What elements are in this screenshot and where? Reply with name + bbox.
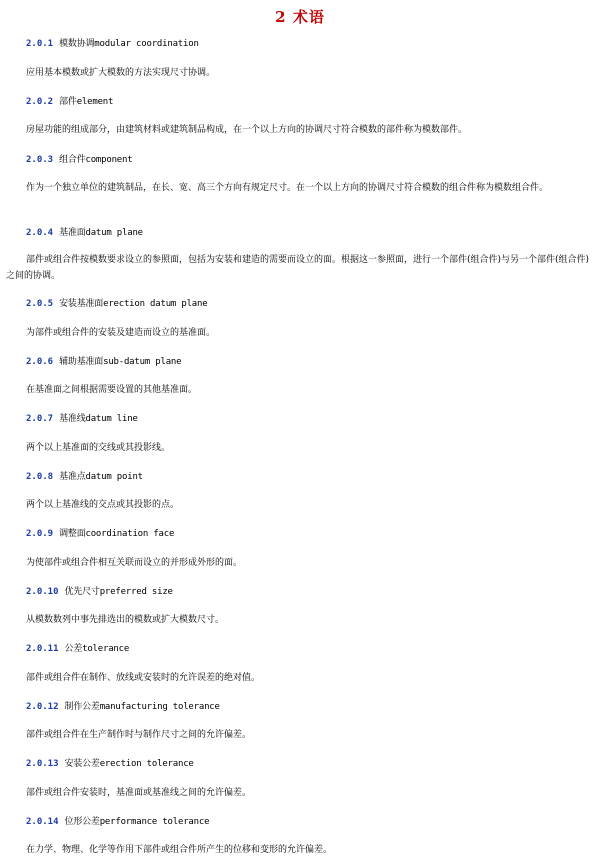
term-name: 部件element (59, 97, 114, 107)
term-definition: 在基准面之间根据需要设置的其他基准面。 (26, 385, 198, 395)
term-definition: 从模数数列中事先排选出的模数或扩大模数尺寸。 (26, 615, 225, 625)
term-name: 制作公差manufacturing tolerance (64, 702, 220, 712)
term-definition: 部件或组合件安装时，基准面或基准线之间的允许偏差。 (26, 788, 252, 798)
term-number: 2.0.2 (26, 97, 54, 107)
term-heading (26, 154, 132, 166)
term-name: 基准点datum point (59, 472, 143, 482)
term-name: 公差tolerance (64, 644, 130, 654)
term-number: 2.0.8 (26, 472, 54, 482)
term-name: 安装基准面erection datum plane (59, 299, 208, 309)
term-number: 2.0.3 (26, 155, 54, 165)
term-definition: 部件或组合件在生产制作时与制作尺寸之间的允许偏差。 (26, 730, 252, 740)
term-heading (26, 701, 220, 713)
term-heading (26, 758, 194, 770)
term-name: 组合件component (59, 155, 133, 165)
term-name: 基准线datum line (59, 414, 138, 424)
term-definition: 作为一个独立单位的建筑制品，在长、宽、高三个方向有规定尺寸。在一个以上方向的协调尺寸符合模数的组合件称为模数组合件。 (26, 183, 549, 193)
term-name: 基准面datum plane (59, 228, 143, 238)
term-heading (26, 356, 181, 368)
term-name: 辅助基准面sub-datum plane (59, 357, 182, 367)
term-heading (26, 298, 207, 310)
term-number: 2.0.10 (26, 587, 59, 597)
term-name: 优先尺寸preferred size (64, 587, 173, 597)
term-heading (26, 643, 129, 655)
term-number: 2.0.6 (26, 357, 54, 367)
term-heading (26, 586, 173, 598)
term-name: 安装公差erection tolerance (64, 759, 194, 769)
term-definition: 应用基本模数或扩大模数的方法实现尺寸协调。 (26, 68, 216, 78)
term-number: 2.0.11 (26, 644, 59, 654)
term-definition: 部件或组合件在制作、放线或安装时的允许误差的绝对值。 (26, 673, 261, 683)
term-number: 2.0.4 (26, 228, 54, 238)
term-heading (26, 227, 143, 239)
term-heading (26, 413, 138, 425)
term-definition: 在力学、物理、化学等作用下部件或组合件所产生的位移和变形的允许偏差。 (26, 845, 333, 855)
term-number: 2.0.13 (26, 759, 59, 769)
term-number: 2.0.1 (26, 39, 54, 49)
term-number: 2.0.9 (26, 529, 54, 539)
term-name: 模数协调modular coordination (59, 39, 199, 49)
term-heading (26, 38, 199, 50)
term-heading (26, 96, 113, 108)
term-heading (26, 528, 174, 540)
term-definition: 房屋功能的组成部分，由建筑材料或建筑制品构成，在一个以上方向的协调尺寸符合模数的部件称为模数部件。 (26, 125, 468, 135)
section-title: 2 术语 (275, 8, 325, 26)
term-definition: 为使部件或组合件相互关联而设立的并形成外形的面。 (26, 558, 243, 568)
term-name: 位形公差performance tolerance (64, 817, 210, 827)
term-definition: 部件或组合件按模数要求设立的参照面，包括为安装和建造的需要而设立的面。根据这一参照面，进行一个部件(组合件)与另一个部件(组合件)之间的协调。 (6, 255, 590, 281)
term-definition: 两个以上基准线的交点或其投影的点。 (26, 500, 180, 510)
term-name: 调整面coordination face (59, 529, 175, 539)
term-definition: 两个以上基准面的交线或其投影线。 (26, 443, 171, 453)
term-number: 2.0.7 (26, 414, 54, 424)
term-heading (26, 816, 209, 828)
term-definition: 为部件或组合件的安装及建造而设立的基准面。 (26, 328, 216, 338)
term-number: 2.0.5 (26, 299, 54, 309)
term-number: 2.0.12 (26, 702, 59, 712)
term-heading (26, 471, 143, 483)
term-number: 2.0.14 (26, 817, 59, 827)
